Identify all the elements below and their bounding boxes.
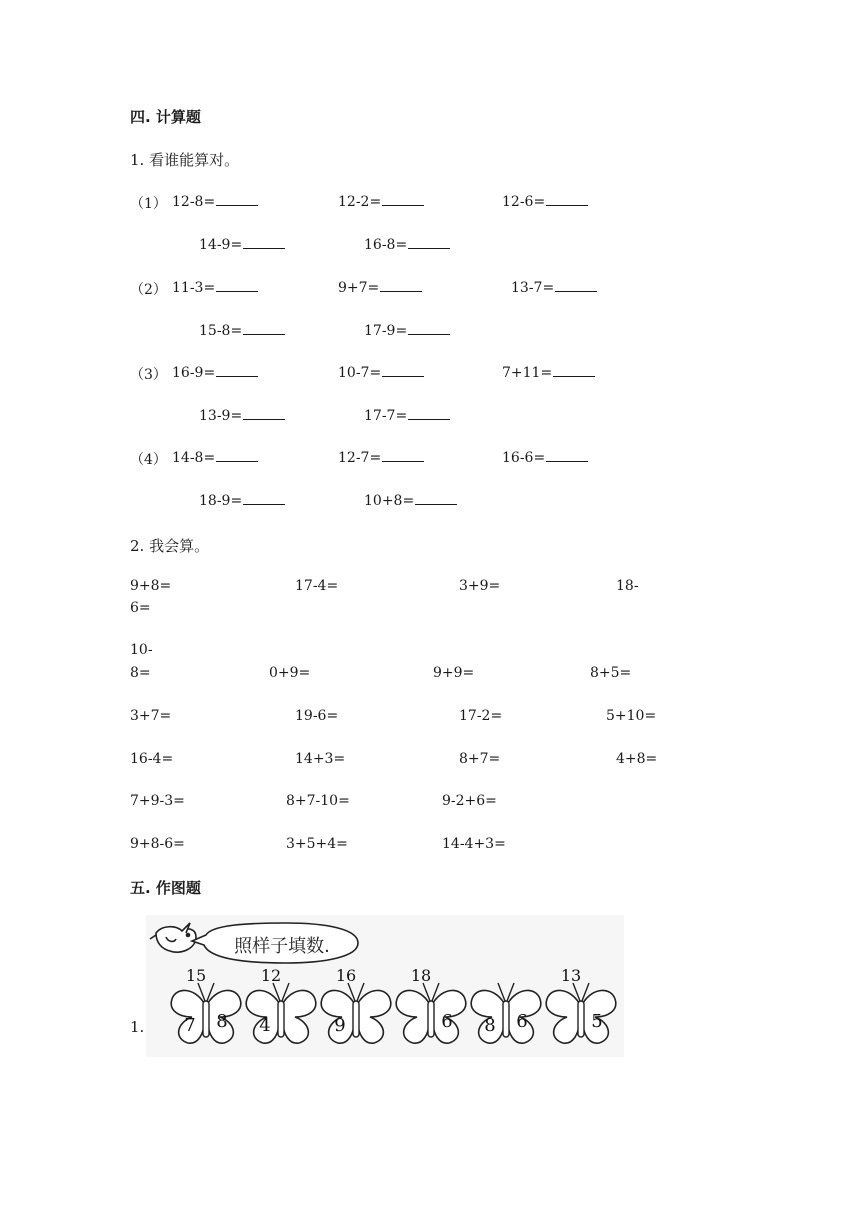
answer-blank[interactable] (216, 279, 258, 292)
answer-blank[interactable] (380, 279, 422, 292)
answer-blank[interactable] (382, 449, 424, 462)
answer-blank[interactable] (382, 364, 424, 377)
problem: 16-8= (364, 236, 450, 253)
answer-blank[interactable] (216, 193, 258, 206)
problem: 19-6= (295, 708, 339, 724)
problem: 11-3= (172, 279, 258, 296)
section-4-title: 四. 计算题 (130, 108, 201, 126)
butterfly-left-number: 8 (484, 1015, 496, 1036)
problem-wrap: 8= (130, 665, 151, 681)
answer-blank[interactable] (415, 492, 457, 505)
group-label: （3） (130, 367, 167, 383)
problem: 7+11= (502, 364, 595, 381)
butterfly-left-number: 4 (259, 1015, 271, 1036)
problem: 3+9= (459, 578, 501, 594)
answer-blank[interactable] (216, 449, 258, 462)
problem: 16-9= (172, 364, 258, 381)
group-label: （1） (130, 196, 167, 212)
problem: 14+3= (295, 751, 346, 767)
problem: 18- (616, 578, 639, 594)
problem: 3+7= (130, 708, 172, 724)
butterfly-right-number: 6 (441, 1011, 453, 1032)
problem: 14-8= (172, 449, 258, 466)
problem: 10-7= (338, 364, 424, 381)
problem: 17-9= (364, 322, 450, 339)
butterfly-left-number: 9 (334, 1015, 346, 1036)
butterfly-top-number: 16 (335, 966, 357, 985)
problem: 14-9= (199, 236, 285, 253)
problem: 8+5= (590, 665, 632, 681)
problem: 17-4= (295, 578, 339, 594)
answer-blank[interactable] (382, 193, 424, 206)
problem: 18-9= (199, 492, 285, 509)
problem: 9-2+6= (442, 793, 497, 809)
answer-blank[interactable] (243, 236, 285, 249)
problem: 14-4+3= (442, 836, 506, 852)
butterfly-top-number: 18 (410, 966, 432, 985)
problem: 15-8= (199, 322, 285, 339)
group-label: （2） (130, 282, 167, 298)
butterfly-top-number: 15 (185, 966, 207, 985)
problem: 5+10= (606, 708, 657, 724)
butterfly-top-number: 13 (560, 966, 582, 985)
problem: 16-4= (130, 751, 174, 767)
problem: 9+8-6= (130, 836, 185, 852)
problem: 12-8= (172, 193, 258, 210)
question-1-title: 1. 看谁能算对。 (130, 151, 240, 169)
answer-blank[interactable] (408, 407, 450, 420)
speech-text: 照样子填数. (234, 936, 330, 957)
problem: 12-6= (502, 193, 588, 210)
butterfly-top-number: 12 (260, 966, 282, 985)
problem: 17-2= (459, 708, 503, 724)
problem: 12-7= (338, 449, 424, 466)
problem: 13-7= (511, 279, 597, 296)
butterfly-right-number: 8 (216, 1011, 228, 1032)
problem: 9+8= (130, 578, 172, 594)
problem: 0+9= (269, 665, 311, 681)
problem: 8+7-10= (286, 793, 350, 809)
problem: 4+8= (616, 751, 658, 767)
answer-blank[interactable] (553, 364, 595, 377)
problem: 17-7= (364, 407, 450, 424)
answer-blank[interactable] (243, 492, 285, 505)
section-5-title: 五. 作图题 (130, 879, 201, 897)
problem: 3+5+4= (286, 836, 348, 852)
answer-blank[interactable] (555, 279, 597, 292)
problem: 10+8= (364, 492, 457, 509)
butterfly-left-number: 7 (184, 1015, 196, 1036)
butterfly-right-number: 6 (516, 1011, 528, 1032)
problem: 9+9= (433, 665, 475, 681)
answer-blank[interactable] (216, 364, 258, 377)
butterfly-figure (146, 915, 624, 1057)
group-label: （4） (130, 452, 167, 468)
problem: 12-2= (338, 193, 424, 210)
answer-blank[interactable] (408, 322, 450, 335)
problem: 8+7= (459, 751, 501, 767)
answer-blank[interactable] (546, 449, 588, 462)
problem: 7+9-3= (130, 793, 185, 809)
question-number: 1. (130, 1018, 145, 1036)
answer-blank[interactable] (408, 236, 450, 249)
answer-blank[interactable] (243, 322, 285, 335)
problem: 13-9= (199, 407, 285, 424)
answer-blank[interactable] (546, 193, 588, 206)
problem: 10- (130, 642, 153, 658)
question-2-title: 2. 我会算。 (130, 537, 210, 555)
problem: 16-6= (502, 449, 588, 466)
answer-blank[interactable] (243, 407, 285, 420)
butterfly-right-number: 5 (591, 1011, 603, 1032)
problem: 9+7= (338, 279, 422, 296)
problem-wrap: 6= (130, 600, 151, 616)
